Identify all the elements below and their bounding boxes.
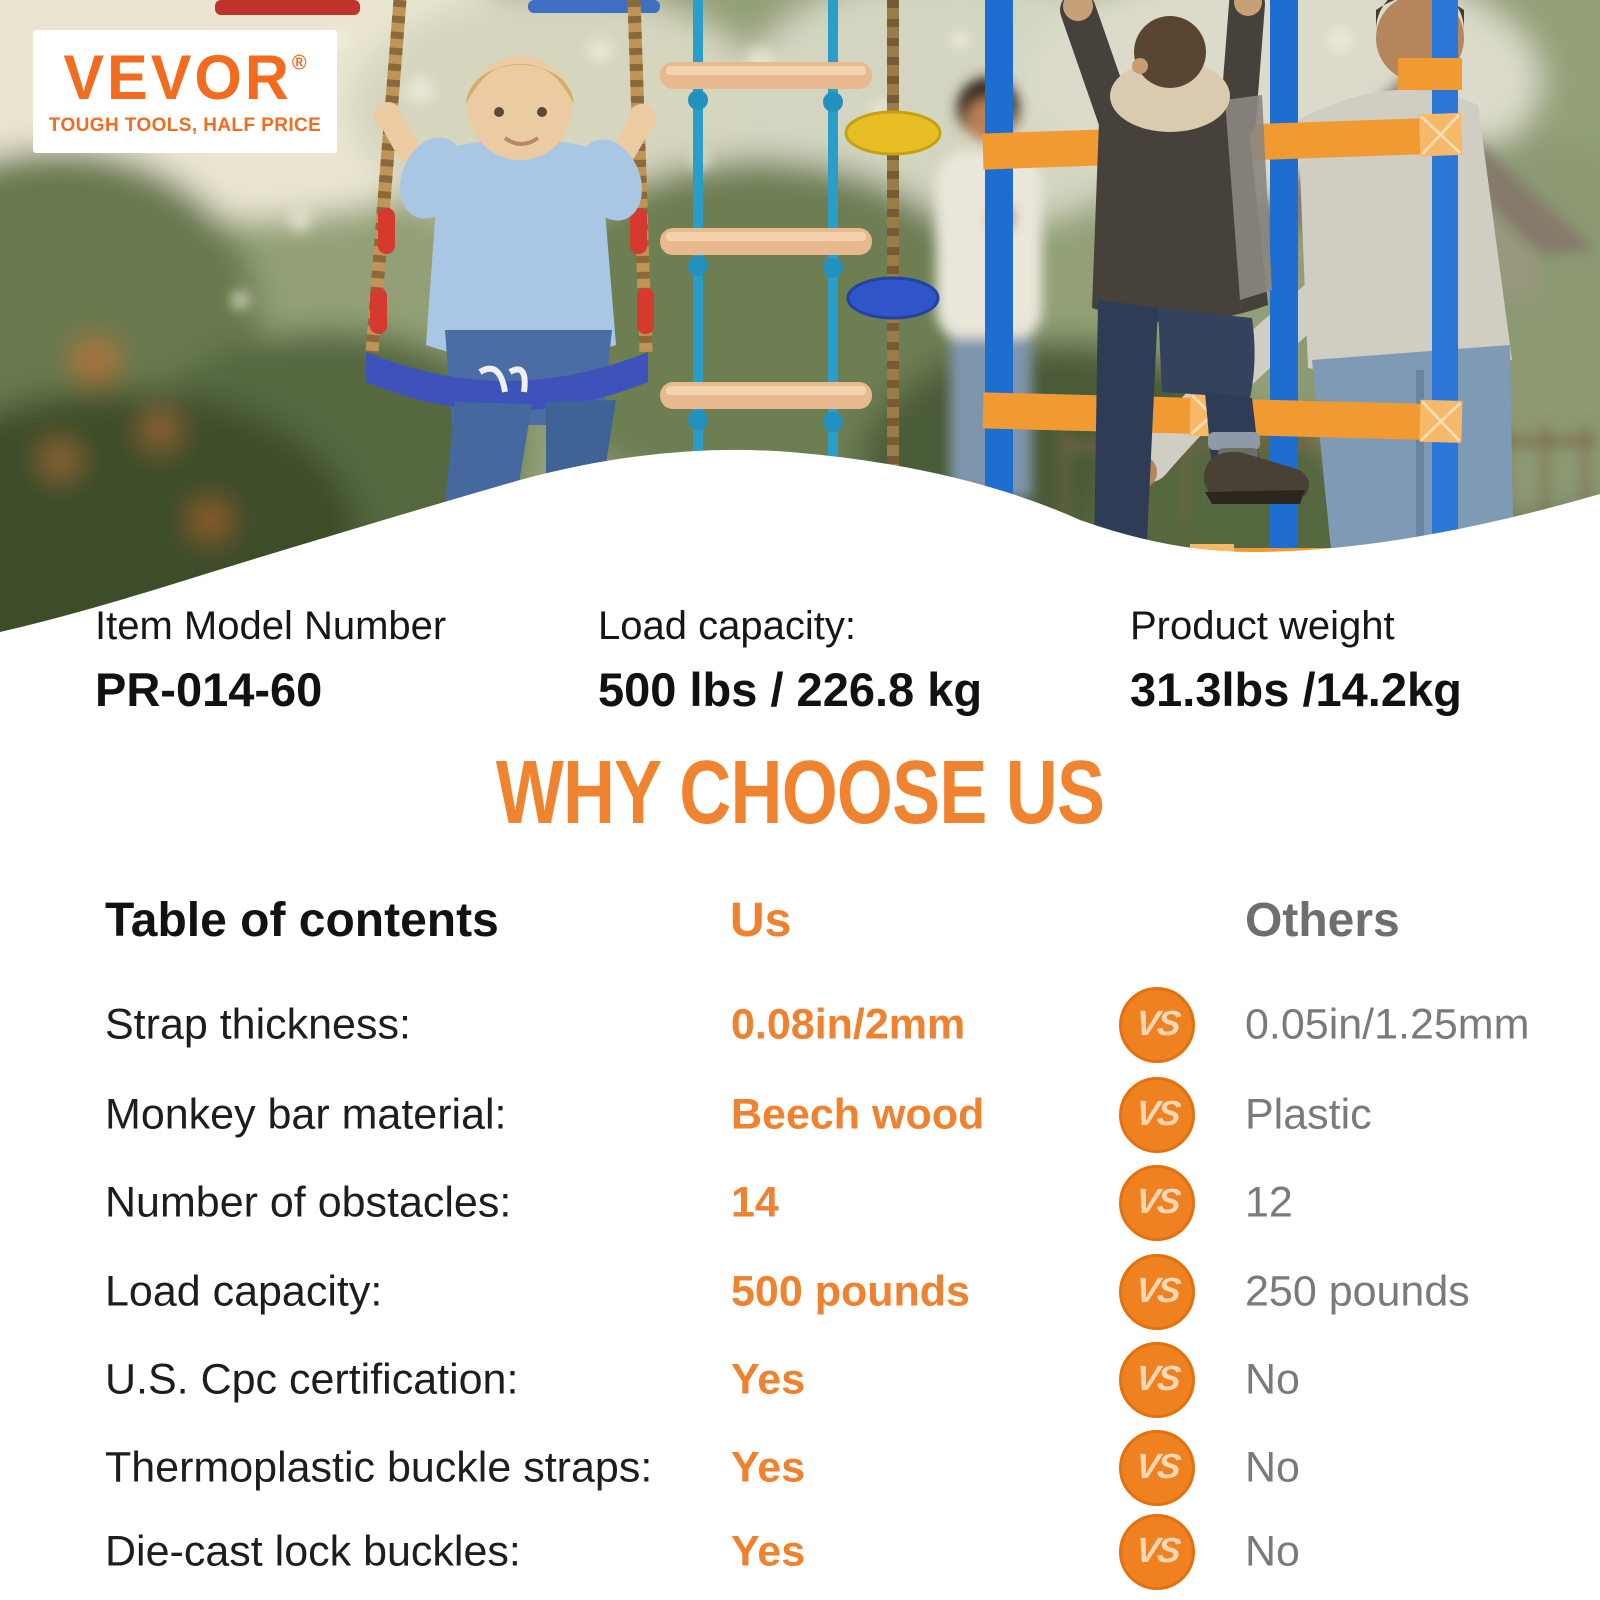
row-label: Number of obstacles: (105, 1178, 512, 1227)
vs-label: VS (1133, 1004, 1181, 1043)
spec-value: 31.3lbs /14.2kg (1130, 663, 1462, 716)
row-us-value: Beech wood (731, 1090, 985, 1139)
registered-mark: ® (291, 51, 307, 75)
comparison-row (0, 1077, 1600, 1153)
row-label: Monkey bar material: (105, 1090, 507, 1139)
blue-disc (848, 278, 938, 318)
spec-product-weight (1130, 604, 1462, 716)
row-us-value: Yes (731, 1443, 806, 1492)
spec-label: Product weight (1130, 604, 1395, 648)
vs-label: VS (1133, 1531, 1181, 1570)
vs-badge-icon (1119, 1342, 1195, 1418)
comparison-row (0, 1254, 1600, 1330)
brand-name: VEVOR (63, 41, 292, 112)
row-label: Die-cast lock buckles: (105, 1527, 521, 1576)
row-others-value: No (1245, 1443, 1300, 1492)
comparison-header (0, 893, 1600, 953)
section-title: WHY CHOOSE US (495, 743, 1105, 843)
header-us: Us (730, 894, 792, 947)
row-others-value: Plastic (1245, 1090, 1372, 1139)
yellow-disc (846, 112, 940, 154)
spec-load-capacity (598, 604, 983, 716)
comparison-row (0, 1514, 1600, 1590)
row-others-value: 0.05in/1.25mm (1245, 1000, 1530, 1049)
vevor-logo-text (63, 41, 307, 112)
row-us-value: 0.08in/2mm (731, 1000, 966, 1049)
comparison-row (0, 1342, 1600, 1418)
vevor-tagline: TOUGH TOOLS, HALF PRICE (48, 114, 322, 136)
row-others-value: 12 (1245, 1178, 1293, 1227)
row-label: U.S. Cpc certification: (105, 1355, 519, 1404)
vs-label: VS (1133, 1271, 1181, 1310)
spec-value: 500 lbs / 226.8 kg (598, 663, 983, 716)
row-us-value: Yes (731, 1355, 806, 1404)
vs-label: VS (1133, 1359, 1181, 1398)
spec-label: Item Model Number (95, 604, 447, 648)
red-rope-grip (378, 208, 395, 254)
row-us-value: Yes (731, 1527, 806, 1576)
row-us-value: 500 pounds (731, 1267, 970, 1316)
red-bar-crop (215, 0, 360, 15)
row-us-value: 14 (731, 1178, 779, 1227)
vevor-logo (33, 30, 337, 153)
vs-label: VS (1133, 1447, 1181, 1486)
vs-badge-icon (1119, 1254, 1195, 1330)
row-label: Strap thickness: (105, 1000, 411, 1049)
comparison-row (0, 987, 1600, 1063)
vs-badge-icon (1119, 987, 1195, 1063)
vs-badge-icon (1119, 1165, 1195, 1241)
header-others: Others (1245, 894, 1400, 947)
comparison-row (0, 1165, 1600, 1241)
vs-badge-icon (1119, 1077, 1195, 1153)
spec-label: Load capacity: (598, 604, 856, 648)
row-label: Load capacity: (105, 1267, 383, 1316)
header-contents: Table of contents (105, 894, 499, 947)
row-others-value: No (1245, 1527, 1300, 1576)
spec-value: PR-014-60 (95, 663, 323, 716)
vs-badge-icon (1119, 1514, 1195, 1590)
spec-model-number (95, 604, 447, 716)
row-label: Thermoplastic buckle straps: (105, 1443, 653, 1492)
vs-badge-icon (1119, 1430, 1195, 1506)
row-others-value: No (1245, 1355, 1300, 1404)
comparison-row (0, 1430, 1600, 1506)
vs-label: VS (1133, 1094, 1181, 1133)
product-photo (0, 0, 1600, 640)
vs-label: VS (1133, 1182, 1181, 1221)
row-others-value: 250 pounds (1245, 1267, 1470, 1316)
